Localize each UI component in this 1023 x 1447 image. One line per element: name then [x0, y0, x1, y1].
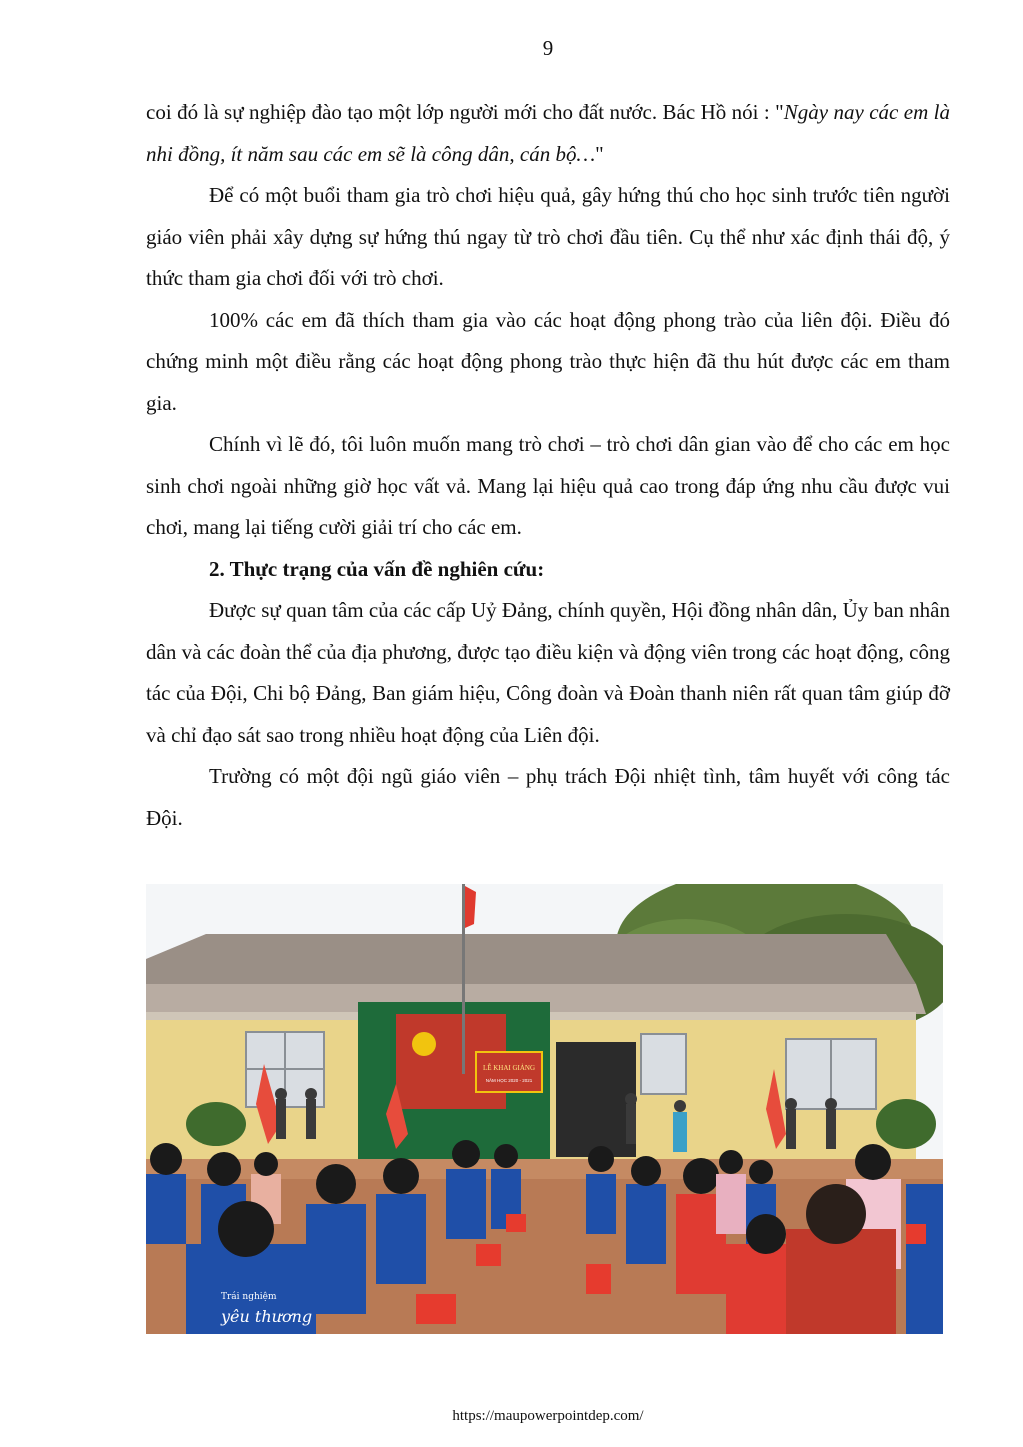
quote-close: " — [595, 141, 604, 166]
paragraph-1-text: coi đó là sự nghiệp đào tạo một lớp người mới cho đất nước. Bác Hồ nói : " — [146, 100, 784, 124]
banner-title: LỄ KHAI GIẢNG — [482, 1064, 536, 1072]
document-body — [146, 92, 950, 839]
paragraph-1 — [146, 92, 950, 175]
paragraph-4: Chính vì lẽ đó, tôi luôn muốn mang trò chơi – trò chơi dân gian vào để cho các em học sinh chơi ngoài những giờ học vất vả. Mang lại hiệu quả cao trong đáp ứng nhu cầu được vui chơi, mang lại tiếng cười giải trí cho các em. — [146, 432, 950, 539]
paragraph-2: Để có một buổi tham gia trò chơi hiệu quả, gây hứng thú cho học sinh trước tiên người giáo viên phải xây dựng sự hứng thú ngay từ trò chơi đầu tiên. Cụ thể như xác định thái độ, ý thức tham gia chơi đối với trò chơi. — [146, 183, 950, 290]
school-ceremony-photo — [146, 884, 943, 1334]
banner-subtitle: NĂM HỌC 2020 - 2021 — [485, 1078, 533, 1083]
footer-url: https://maupowerpointdep.com/ — [452, 1408, 644, 1424]
page-number: 9 — [542, 36, 554, 60]
paragraph-6: Trường có một đội ngũ giáo viên – phụ trách Đội nhiệt tình, tâm huyết với công tác Đội. — [146, 764, 950, 830]
shirt-text-top: Trái nghiệm — [221, 1292, 277, 1302]
shirt-text-bottom: yêu thương — [221, 1307, 313, 1326]
section-heading: 2. Thực trạng của vấn đề nghiên cứu: — [209, 556, 545, 581]
ho-chi-minh-quote: Ngày nay các em là nhi đồng, ít năm sau các em sẽ là công dân, cán bộ… — [146, 100, 950, 166]
paragraph-3: 100% các em đã thích tham gia vào các hoạt động phong trào của liên đội. Điều đó chứng minh một điều rằng các hoạt động phong trào thực hiện đã thu hút được các em tham gia. — [146, 307, 950, 415]
paragraph-5: Được sự quan tâm của các cấp Uỷ Đảng, chính quyền, Hội đồng nhân dân, Ủy ban nhân dân và các đoàn thể của địa phương, được tạo điều kiện và động viên trong các hoạt động, công tác của Đội, Chi bộ Đảng, Ban giám hiệu, Công đoàn và Đoàn thanh niên rất quan tâm giúp đỡ và chỉ đạo sát sao trong nhiều hoạt động của Liên đội. — [146, 598, 950, 747]
